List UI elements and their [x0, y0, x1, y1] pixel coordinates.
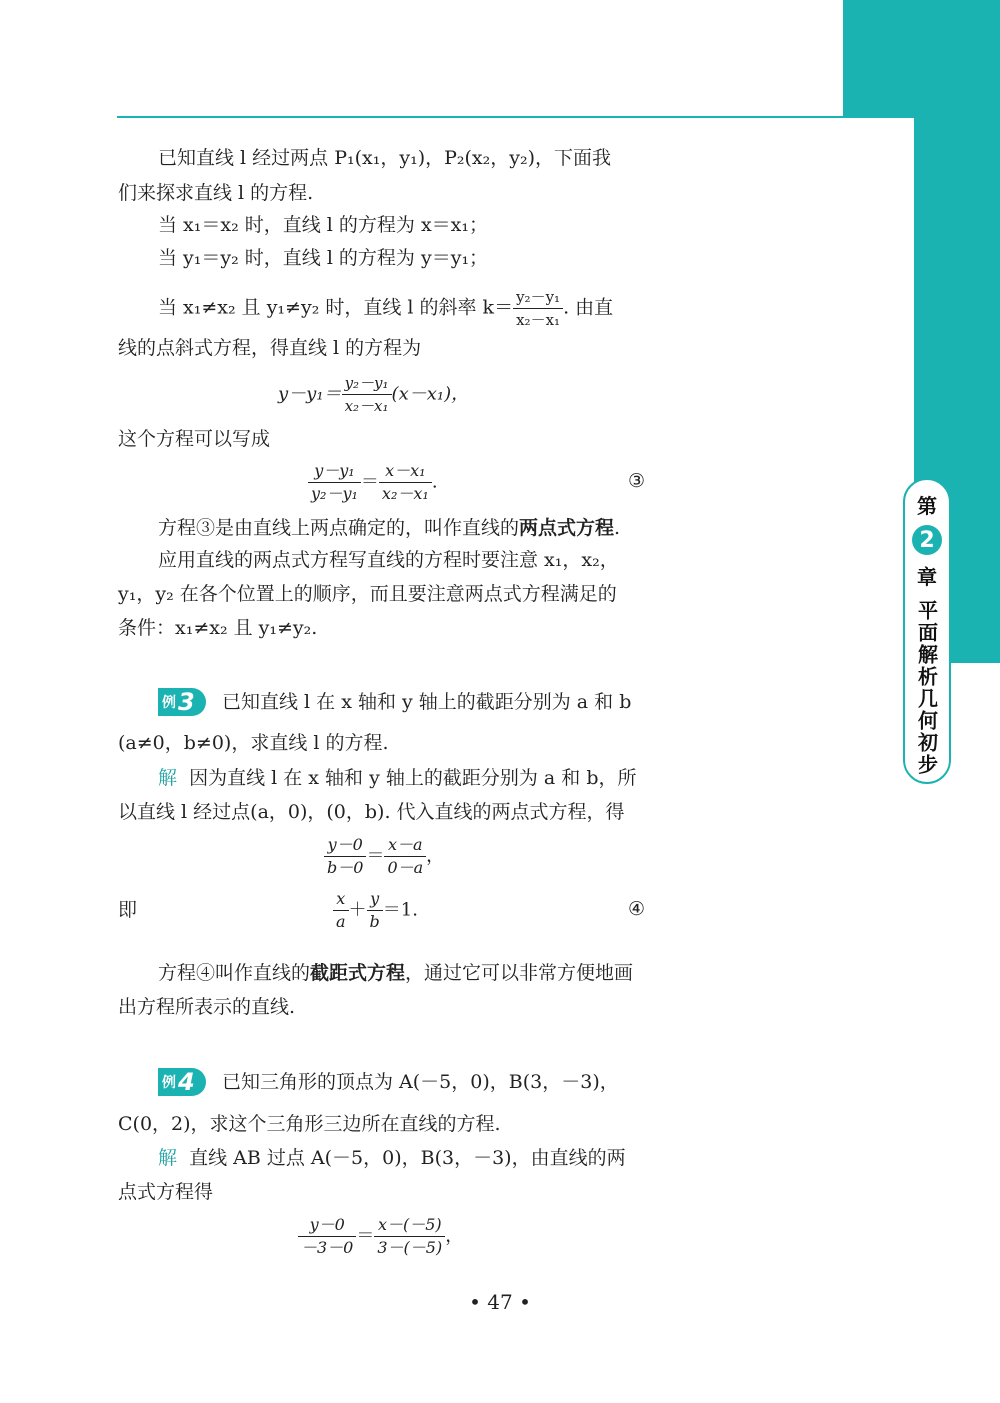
solution-label-3: 解 — [158, 767, 178, 789]
example-4-solution-line-1 — [158, 1146, 626, 1170]
formula-4-denominator-2: b — [369, 912, 380, 931]
example-3-solution-line-1 — [158, 766, 636, 790]
formula-intercept-derivation — [324, 834, 444, 879]
formula-point-slope — [278, 372, 469, 417]
formula-4-plus: ＋ — [348, 899, 367, 921]
formula-3-fraction-1 — [324, 834, 366, 879]
formula-3-fraction-2 — [384, 834, 426, 879]
formula-5-fraction-2 — [374, 1214, 445, 1259]
formula-line-ab — [298, 1214, 463, 1259]
formula-4-fraction-2 — [367, 888, 383, 933]
formula-2-fraction-1 — [308, 460, 361, 505]
formula-2-numerator-1: y－y₁ — [308, 460, 361, 483]
chapter-suffix: 章 — [917, 565, 937, 589]
solution-4-text: 直线 AB 过点 A(－5，0)，B(3，－3)，由直线的两 — [189, 1147, 626, 1169]
chapter-number: 2 — [912, 525, 942, 555]
formula-5-numerator-2: x－(－5) — [374, 1214, 445, 1237]
header-rule — [117, 116, 843, 118]
paragraph-7-end: . — [614, 517, 621, 539]
example-3-question-line-1: 已知直线 l 在 x 轴和 y 轴上的截距分别为 a 和 b — [222, 691, 632, 713]
paragraph-1-line-1: 已知直线 l 经过两点 P₁(x₁，y₁)，P₂(x₂，y₂)，下面我 — [158, 147, 612, 169]
formula-2-denominator-2: x₂－x₁ — [381, 484, 429, 503]
solution-3-text: 因为直线 l 在 x 轴和 y 轴上的截距分别为 a 和 b，所 — [189, 767, 637, 789]
paragraph-7 — [158, 516, 620, 540]
formula-3-numerator-2: x－a — [384, 834, 426, 857]
slope-denominator: x₂－x₁ — [516, 311, 561, 329]
formula-5-numerator-1: y－0 — [298, 1214, 356, 1237]
paragraph-5: 线的点斜式方程，得直线 l 的方程为 — [118, 337, 422, 359]
formula-4-end: ＝1. — [382, 899, 418, 921]
chapter-prefix: 第 — [917, 494, 937, 518]
formula-5-denominator-2: 3－(－5) — [377, 1238, 443, 1257]
formula-3-denominator-1: b－0 — [327, 858, 364, 877]
formula-5-equals: ＝ — [356, 1225, 375, 1247]
formula-intercept-form — [333, 888, 418, 933]
paragraph-6: 这个方程可以写成 — [118, 428, 271, 450]
example-3-number: 3 — [178, 688, 195, 716]
formula-1-left: y－y₁＝ — [278, 383, 342, 405]
example-3-paragraph-line-1 — [158, 961, 633, 985]
example-4-question-line-2: C(0，2)，求这个三角形三边所在直线的方程. — [118, 1113, 501, 1135]
intercept-paragraph-text: 方程④叫作直线的 — [158, 962, 311, 984]
term-two-point-form: 两点式方程 — [519, 517, 615, 539]
term-intercept-form: 截距式方程 — [310, 962, 406, 984]
formula-1-denominator: x₂－x₁ — [344, 397, 389, 415]
band-curve — [843, 118, 914, 188]
example-4-number: 4 — [178, 1068, 195, 1096]
example-4-solution-line-2: 点式方程得 — [118, 1181, 214, 1203]
formula-2-fraction-2 — [379, 460, 432, 505]
ji-label: 即 — [118, 899, 138, 921]
formula-3-denominator-2: 0－a — [387, 858, 424, 877]
paragraph-7-text: 方程③是由直线上两点确定的，叫作直线的 — [158, 517, 520, 539]
formula-5-fraction-1 — [298, 1214, 356, 1259]
page-number: • 47 • — [469, 1290, 531, 1314]
formula-4-fraction-1 — [333, 888, 349, 933]
paragraph-8-line-3: 条件：x₁≠x₂ 且 y₁≠y₂. — [118, 617, 318, 639]
slope-fraction — [513, 286, 563, 331]
formula-5-denominator-1: －3－0 — [301, 1238, 354, 1257]
chapter-tab — [903, 478, 951, 784]
paragraph-8-line-2: y₁，y₂ 在各个位置上的顺序，而且要注意两点式方程满足的 — [118, 583, 617, 605]
equation-number-3: ③ — [628, 470, 646, 492]
slope-text-end: . 由直 — [563, 296, 614, 319]
example-4-badge — [158, 1068, 206, 1096]
paragraph-2: 当 x₁＝x₂ 时，直线 l 的方程为 x＝x₁； — [158, 214, 488, 236]
example-3-label: 例 — [162, 695, 176, 711]
formula-3-equals: ＝ — [366, 845, 385, 867]
formula-2-equals: ＝ — [360, 471, 379, 493]
equation-number-4: ④ — [628, 898, 646, 920]
formula-2-numerator-2: x－x₁ — [379, 460, 432, 483]
intercept-paragraph-text-2: ，通过它可以非常方便地画 — [405, 962, 634, 984]
formula-5-end: ， — [445, 1225, 464, 1247]
formula-3-numerator-1: y－0 — [324, 834, 366, 857]
formula-4-numerator-2: y — [367, 888, 383, 911]
chapter-title: 平面解析几何初步 — [914, 600, 939, 776]
formula-3-end: ， — [426, 845, 445, 867]
example-3-solution-line-2: 以直线 l 经过点(a，0)，(0，b). 代入直线的两点式方程，得 — [118, 801, 625, 823]
formula-4-numerator-1: x — [333, 888, 349, 911]
formula-1-numerator: y₂－y₁ — [342, 372, 392, 395]
example-3-question-line-2: (a≠0，b≠0)，求直线 l 的方程. — [118, 732, 389, 754]
header-band — [843, 0, 1000, 118]
example-3-paragraph-line-2: 出方程所表示的直线. — [118, 996, 296, 1018]
formula-1-right: (x－x₁)， — [391, 383, 470, 405]
paragraph-8-line-1: 应用直线的两点式方程写直线的方程时要注意 x₁，x₂， — [158, 549, 619, 571]
example-3-badge — [158, 688, 206, 716]
slope-text: 当 x₁≠x₂ 且 y₁≠y₂ 时，直线 l 的斜率 k＝ — [158, 296, 514, 319]
formula-2-denominator-1: y₂－y₁ — [311, 484, 358, 503]
example-4-question-line-1: 已知三角形的顶点为 A(－5，0)，B(3，－3)， — [222, 1071, 619, 1093]
example-4-label: 例 — [162, 1075, 176, 1091]
slope-numerator: y₂－y₁ — [513, 286, 563, 309]
formula-1-fraction — [342, 372, 392, 417]
formula-two-point — [308, 460, 438, 505]
paragraph-1-line-2: 们来探求直线 l 的方程. — [118, 182, 314, 204]
solution-label-4: 解 — [158, 1147, 178, 1169]
paragraph-4-line-1 — [158, 286, 613, 331]
formula-4-denominator-1: a — [336, 912, 346, 931]
formula-2-end: . — [431, 471, 438, 493]
paragraph-3: 当 y₁＝y₂ 时，直线 l 的方程为 y＝y₁； — [158, 247, 489, 269]
